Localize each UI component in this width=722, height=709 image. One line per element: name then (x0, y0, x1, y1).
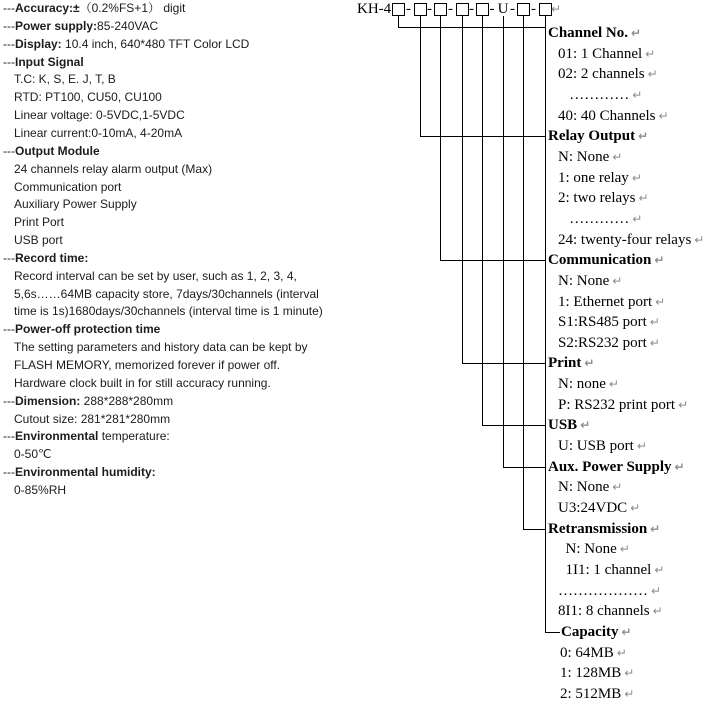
section-title-text: Aux. Power Supply (548, 459, 672, 475)
paragraph-mark-icon: ↵ (650, 522, 661, 536)
spec-text: --- (3, 37, 15, 51)
paragraph-mark-icon: ↵ (636, 439, 647, 453)
paragraph-mark-icon: ↵ (608, 377, 619, 391)
spec-text: Power supply: (15, 19, 98, 33)
paragraph-mark-icon: ↵ (674, 460, 685, 474)
paragraph-mark-icon: ↵ (638, 129, 649, 143)
section-item-text: 1I1: 1 channel (558, 562, 652, 578)
paragraph-mark-icon: ↵ (584, 356, 595, 370)
code-dash: - (531, 1, 536, 17)
model-prefix: KH-4 (357, 1, 392, 17)
spec-text: Environmental (15, 429, 99, 443)
paragraph-mark-icon: ↵ (632, 212, 643, 226)
section-item-text: S1:RS485 port (558, 314, 647, 330)
section-item-text: 0: 64MB (560, 645, 614, 661)
spec-text: FLASH MEMORY, memorized forever if power off. (14, 358, 281, 372)
code-dash: - (406, 1, 411, 17)
paragraph-mark-icon: ↵ (694, 233, 705, 247)
section-item-text: ………… (558, 211, 630, 227)
paragraph-mark-icon: ↵ (678, 398, 689, 412)
section-item-text: 02: 2 channels (558, 66, 645, 82)
spec-text: Hardware clock built in for still accuracy running. (14, 376, 271, 390)
spec-text: 0-50℃ (14, 447, 52, 461)
code-dash: - (427, 1, 432, 17)
spec-text: --- (3, 394, 15, 408)
spec-text: Communication port (14, 180, 122, 194)
paragraph-mark-icon: ↵ (619, 542, 630, 556)
paragraph-mark-icon: ↵ (616, 646, 627, 660)
spec-text: Dimension: (15, 394, 81, 408)
paragraph-mark-icon: ↵ (632, 88, 643, 102)
paragraph-mark-icon: ↵ (655, 295, 666, 309)
section-item-text: N: None (558, 273, 610, 289)
paragraph-mark-icon: ↵ (612, 274, 623, 288)
spec-text: Record time: (15, 251, 89, 265)
spec-text: T.C: K, S, E. J, T, B (14, 72, 116, 86)
spec-text: Accuracy:± (15, 1, 80, 15)
paragraph-mark-icon: ↵ (631, 26, 642, 40)
section-title-text: USB (548, 417, 578, 433)
paragraph-mark-icon: ↵ (624, 687, 635, 701)
section-item-text: 2: 512MB (560, 686, 622, 702)
section-title-text: Relay Output (548, 128, 636, 144)
code-fixed-usb: U (497, 1, 509, 17)
spec-text: 5,6s……64MB capacity store, 7days/30channels (interval (14, 287, 319, 301)
spec-text: RTD: PT100, CU50, CU100 (14, 90, 162, 104)
spec-text: time is 1s)1680days/30channels (interval time is 1 minute) (14, 304, 323, 318)
spec-text: USB port (14, 233, 63, 247)
section-item-text: U3:24VDC (558, 500, 628, 516)
spec-text: Print Port (14, 215, 65, 229)
spec-text: temperature: (98, 429, 170, 443)
paragraph-mark-icon: ↵ (580, 418, 591, 432)
paragraph-mark-icon: ↵ (654, 563, 665, 577)
spec-text: --- (3, 144, 15, 158)
section-title-text: Capacity (561, 624, 619, 640)
section-item-text: 8I1: 8 channels (558, 603, 650, 619)
spec-text: Power-off protection time (15, 322, 161, 336)
spec-text: --- (3, 251, 15, 265)
section-item-text: 1: one relay (558, 170, 629, 186)
code-box (434, 3, 447, 16)
spec-text: Auxiliary Power Supply (14, 197, 137, 211)
spec-text: Display: (15, 37, 62, 51)
spec-text: Environmental humidity: (15, 465, 156, 479)
section-item-text: 2: two relays (558, 190, 636, 206)
section-item-text: P: RS232 print port (558, 397, 676, 413)
section-title-text: Print (548, 355, 582, 371)
paragraph-mark-icon: ↵ (630, 501, 641, 515)
paragraph-mark-icon: ↵ (658, 109, 669, 123)
paragraph-mark-icon: ↵ (612, 480, 623, 494)
spec-text: --- (3, 429, 15, 443)
code-dash: - (448, 1, 453, 17)
section-item-text: N: none (558, 376, 606, 392)
paragraph-mark-icon: ↵ (631, 171, 642, 185)
paragraph-mark-icon: ↵ (652, 604, 663, 618)
section-item-text: U: USB port (558, 438, 634, 454)
paragraph-mark-icon: ↵ (647, 67, 658, 81)
section-item-text: 1: Ethernet port (558, 294, 653, 310)
section-item-text: N: None (558, 541, 617, 557)
spec-text: 85-240VAC (97, 19, 159, 33)
code-dash: - (489, 1, 495, 17)
code-dash: - (469, 1, 474, 17)
section-item-text: S2:RS232 port (558, 335, 647, 351)
paragraph-mark-icon: ↵ (651, 584, 662, 598)
spec-text: Output Module (15, 144, 100, 158)
spec-text: Input Signal (15, 55, 84, 69)
spec-text: Record interval can be set by user, such as 1, 2, 3, 4, (14, 269, 297, 283)
paragraph-mark-icon: ↵ (649, 315, 660, 329)
spec-text: --- (3, 322, 15, 336)
section-title-text: Retransmission (548, 521, 648, 537)
paragraph-mark-icon: ↵ (612, 150, 623, 164)
spec-text: 10.4 inch, 640*480 TFT Color LCD (61, 37, 250, 51)
section-item-text: ………… (558, 87, 630, 103)
section-item-text: ……………… (558, 583, 648, 599)
section-item-text: N: None (558, 149, 610, 165)
spec-text: --- (3, 465, 15, 479)
code-box (456, 3, 469, 16)
section-item-text: 40: 40 Channels (558, 108, 656, 124)
spec-text: Linear current:0-10mA, 4-20mA (14, 126, 183, 140)
spec-text: --- (3, 1, 15, 15)
spec-text: Linear voltage: 0-5VDC,1-5VDC (14, 108, 185, 122)
spec-text: --- (3, 19, 15, 33)
code-box (414, 3, 427, 16)
code-box (476, 3, 489, 16)
paragraph-mark-icon: ↵ (654, 253, 665, 267)
spec-text: （0.2%FS+1） digit (79, 1, 186, 15)
code-dash: - (510, 1, 515, 17)
section-item-text: N: None (558, 479, 610, 495)
section-title-text: Communication (548, 252, 652, 268)
spec-text: 24 channels relay alarm output (Max) (14, 162, 213, 176)
spec-text: 0-85%RH (14, 483, 67, 497)
section-title-text: Channel No. (548, 25, 629, 41)
spec-text: --- (3, 55, 15, 69)
code-box (392, 3, 405, 16)
section-item-text: 24: twenty-four relays (558, 232, 692, 248)
paragraph-mark-icon: ↵ (624, 666, 635, 680)
section-item-text: 1: 128MB (560, 665, 622, 681)
spec-text: Cutout size: 281*281*280mm (14, 412, 171, 426)
paragraph-mark-icon: ↵ (649, 336, 660, 350)
paragraph-mark-icon: ↵ (645, 47, 656, 61)
paragraph-mark-icon: ↵ (621, 625, 632, 639)
spec-text: 288*288*280mm (80, 394, 174, 408)
section-item-text: 01: 1 Channel (558, 46, 643, 62)
paragraph-mark-icon: ↵ (551, 2, 562, 16)
paragraph-mark-icon: ↵ (638, 191, 649, 205)
code-box (517, 3, 530, 16)
spec-text: The setting parameters and history data can be kept by (14, 340, 308, 354)
